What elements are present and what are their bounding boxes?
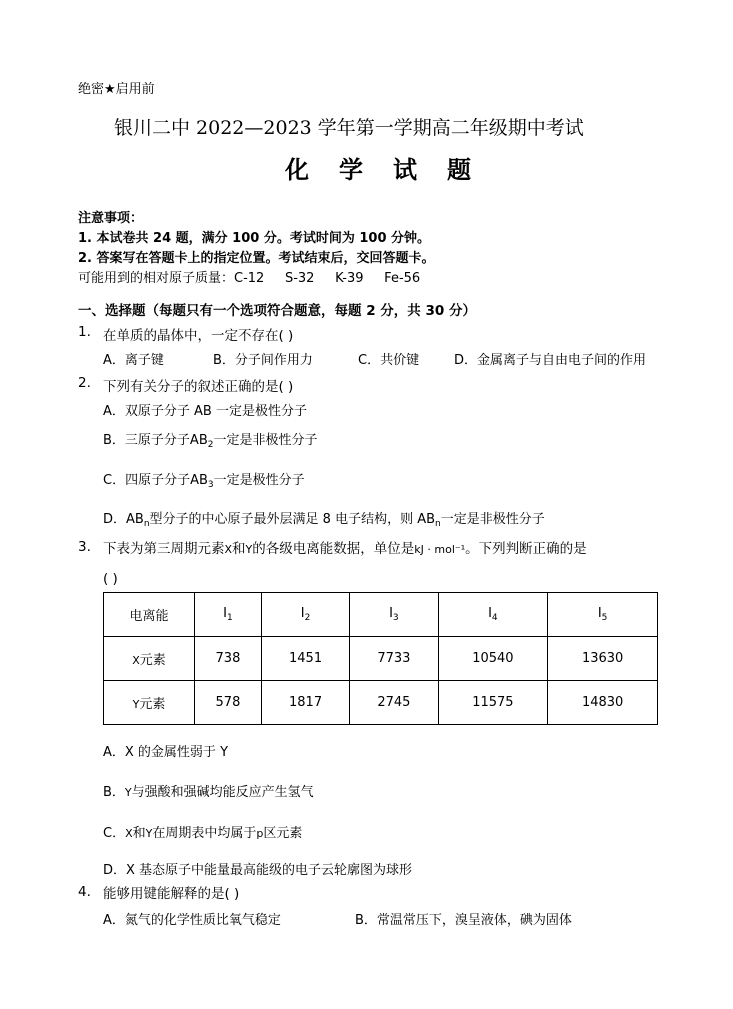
q3-number: 3. — [78, 539, 91, 555]
table-header-sub: 5 — [601, 613, 608, 623]
q3-option-c-and: 和 — [132, 826, 146, 841]
q3-stem-mid: 的各级电离能数据，单位是 — [252, 541, 415, 557]
table-corner: 电离能 — [104, 593, 195, 637]
subscript: 3 — [207, 480, 214, 490]
q1-option-c: C．共价键 — [358, 353, 420, 368]
q2-option-b-post: 一定是非极性分子 — [213, 433, 318, 448]
q3-stem-post: 。下列判断正确的是 — [465, 541, 587, 557]
table-cell: 14830 — [548, 681, 658, 725]
element-y: Y — [145, 827, 153, 840]
table-header — [350, 593, 438, 637]
notes-line-1: 1. 本试卷共 24 题，满分 100 分。考试时间为 100 分钟。 — [78, 231, 431, 246]
q3-option-a: A．X 的金属性弱于 Y — [103, 745, 229, 760]
table-header-main: I — [223, 606, 227, 621]
q2-option-d-pre: D．AB — [103, 512, 144, 527]
q4-option-b: B．常温常压下，溴呈液体，碘为固体 — [355, 913, 572, 928]
element-symbol: Y — [132, 698, 140, 711]
table-cell: 7733 — [350, 637, 438, 681]
table-header-main: I — [488, 606, 492, 621]
q3-option-c-mid: 在周期表中均属于 — [152, 826, 257, 841]
table-cell: 738 — [195, 637, 262, 681]
q2-option-d-mid: 型分子的中心原子最外层满足 8 电子结构，则 AB — [149, 512, 436, 527]
table-header — [438, 593, 548, 637]
table-header-main: I — [389, 606, 393, 621]
q3-option-c-pre: C． — [103, 826, 126, 841]
table-cell: 13630 — [548, 637, 658, 681]
exam-title: 银川二中 2022—2023 学年第一学期高二年级期中考试 — [114, 117, 584, 139]
q1-option-b: B．分子间作用力 — [213, 353, 313, 368]
section-heading: 一、选择题（每题只有一个选项符合题意，每题 2 分，共 30 分） — [78, 303, 476, 319]
formula: AB — [190, 473, 208, 488]
q3-stem — [103, 537, 587, 557]
table-header-sub: 4 — [491, 613, 498, 623]
element-label: 元素 — [139, 697, 166, 712]
table-header-main: I — [597, 606, 602, 621]
table-cell: 11575 — [438, 681, 548, 725]
table-header-sub: 3 — [392, 613, 399, 623]
q3-option-c-post: 区元素 — [263, 826, 303, 841]
atomic-masses: 可能用到的相对原子质量：C-12 S-32 K-39 Fe-56 — [78, 271, 421, 286]
table-header — [261, 593, 349, 637]
q3-option-b-post: 与强酸和强碱均能反应产生氢气 — [131, 785, 314, 800]
table-cell: 1817 — [261, 681, 349, 725]
q3-option-b-pre: B． — [103, 785, 125, 800]
element-symbol: X — [132, 654, 140, 667]
subject-char: 试 — [393, 155, 417, 184]
table-header-main: I — [300, 606, 305, 621]
q1-option-d: D．金属离子与自由电子间的作用 — [454, 353, 647, 368]
subject-char: 学 — [339, 155, 363, 184]
q3-option-c — [103, 822, 302, 841]
table-header — [195, 593, 262, 637]
q1-number: 1. — [78, 324, 91, 340]
secret-mark: 绝密★启用前 — [78, 82, 155, 97]
table-cell: 10540 — [438, 637, 548, 681]
notes-line-2: 2. 答案写在答题卡上的指定位置。考试结束后，交回答题卡。 — [78, 251, 435, 266]
table-row — [104, 681, 658, 725]
table-header-sub: 2 — [304, 613, 311, 623]
element-y: Y — [124, 786, 132, 799]
subscript: n — [143, 519, 150, 529]
table-cell: 578 — [195, 681, 262, 725]
subscript: n — [435, 519, 441, 529]
element-y: Y — [245, 543, 253, 556]
table-row — [104, 637, 658, 681]
q2-option-a: A．双原子分子 AB 一定是极性分子 — [103, 404, 307, 419]
table-row-label — [104, 681, 195, 725]
q2-option-c-post: 一定是极性分子 — [213, 473, 305, 488]
q2-option-b — [103, 429, 317, 450]
table-header — [548, 593, 658, 637]
unit: kJ · mol⁻¹ — [414, 543, 466, 556]
subject-char: 化 — [285, 155, 309, 184]
element-x: X — [125, 827, 133, 840]
q1-option-a: A．离子键 — [103, 353, 164, 368]
q3-stem-and: 和 — [232, 541, 246, 557]
q2-option-c-pre: C．四原子分子 — [103, 473, 191, 488]
q1-stem: 在单质的晶体中，一定不存在( ) — [103, 328, 294, 344]
element-label: 元素 — [139, 653, 166, 668]
element-x: X — [224, 543, 233, 556]
q4-stem: 能够用键能解释的是( ) — [103, 886, 240, 902]
q2-option-d — [103, 508, 545, 529]
q3-stem-pre: 下表为第三周期元素 — [103, 541, 225, 557]
q2-stem: 下列有关分子的叙述正确的是( ) — [103, 379, 294, 395]
q4-number: 4. — [78, 884, 91, 900]
q2-number: 2. — [78, 375, 91, 391]
p-block: p — [256, 827, 264, 840]
table-cell: 2745 — [350, 681, 438, 725]
q4-option-a: A．氮气的化学性质比氧气稳定 — [103, 913, 281, 928]
subject-title — [285, 150, 471, 185]
q3-option-b — [103, 781, 314, 800]
notes-heading: 注意事项： — [78, 211, 144, 226]
q2-option-c — [103, 469, 305, 490]
table-cell: 1451 — [261, 637, 349, 681]
table-header-row — [104, 593, 658, 637]
q2-option-b-pre: B．三原子分子 — [103, 433, 190, 448]
q3-answer-paren: ( ) — [103, 571, 118, 587]
q3-option-d: D．X 基态原子中能量最高能级的电子云轮廓图为球形 — [103, 863, 413, 878]
q2-option-d-post: 一定是非极性分子 — [440, 512, 545, 527]
table-header-sub: 1 — [227, 613, 233, 623]
ionization-energy-table — [103, 592, 658, 725]
subject-char: 题 — [447, 155, 471, 184]
formula: AB — [189, 433, 208, 448]
table-row-label — [104, 637, 195, 681]
subscript: 2 — [207, 440, 214, 450]
